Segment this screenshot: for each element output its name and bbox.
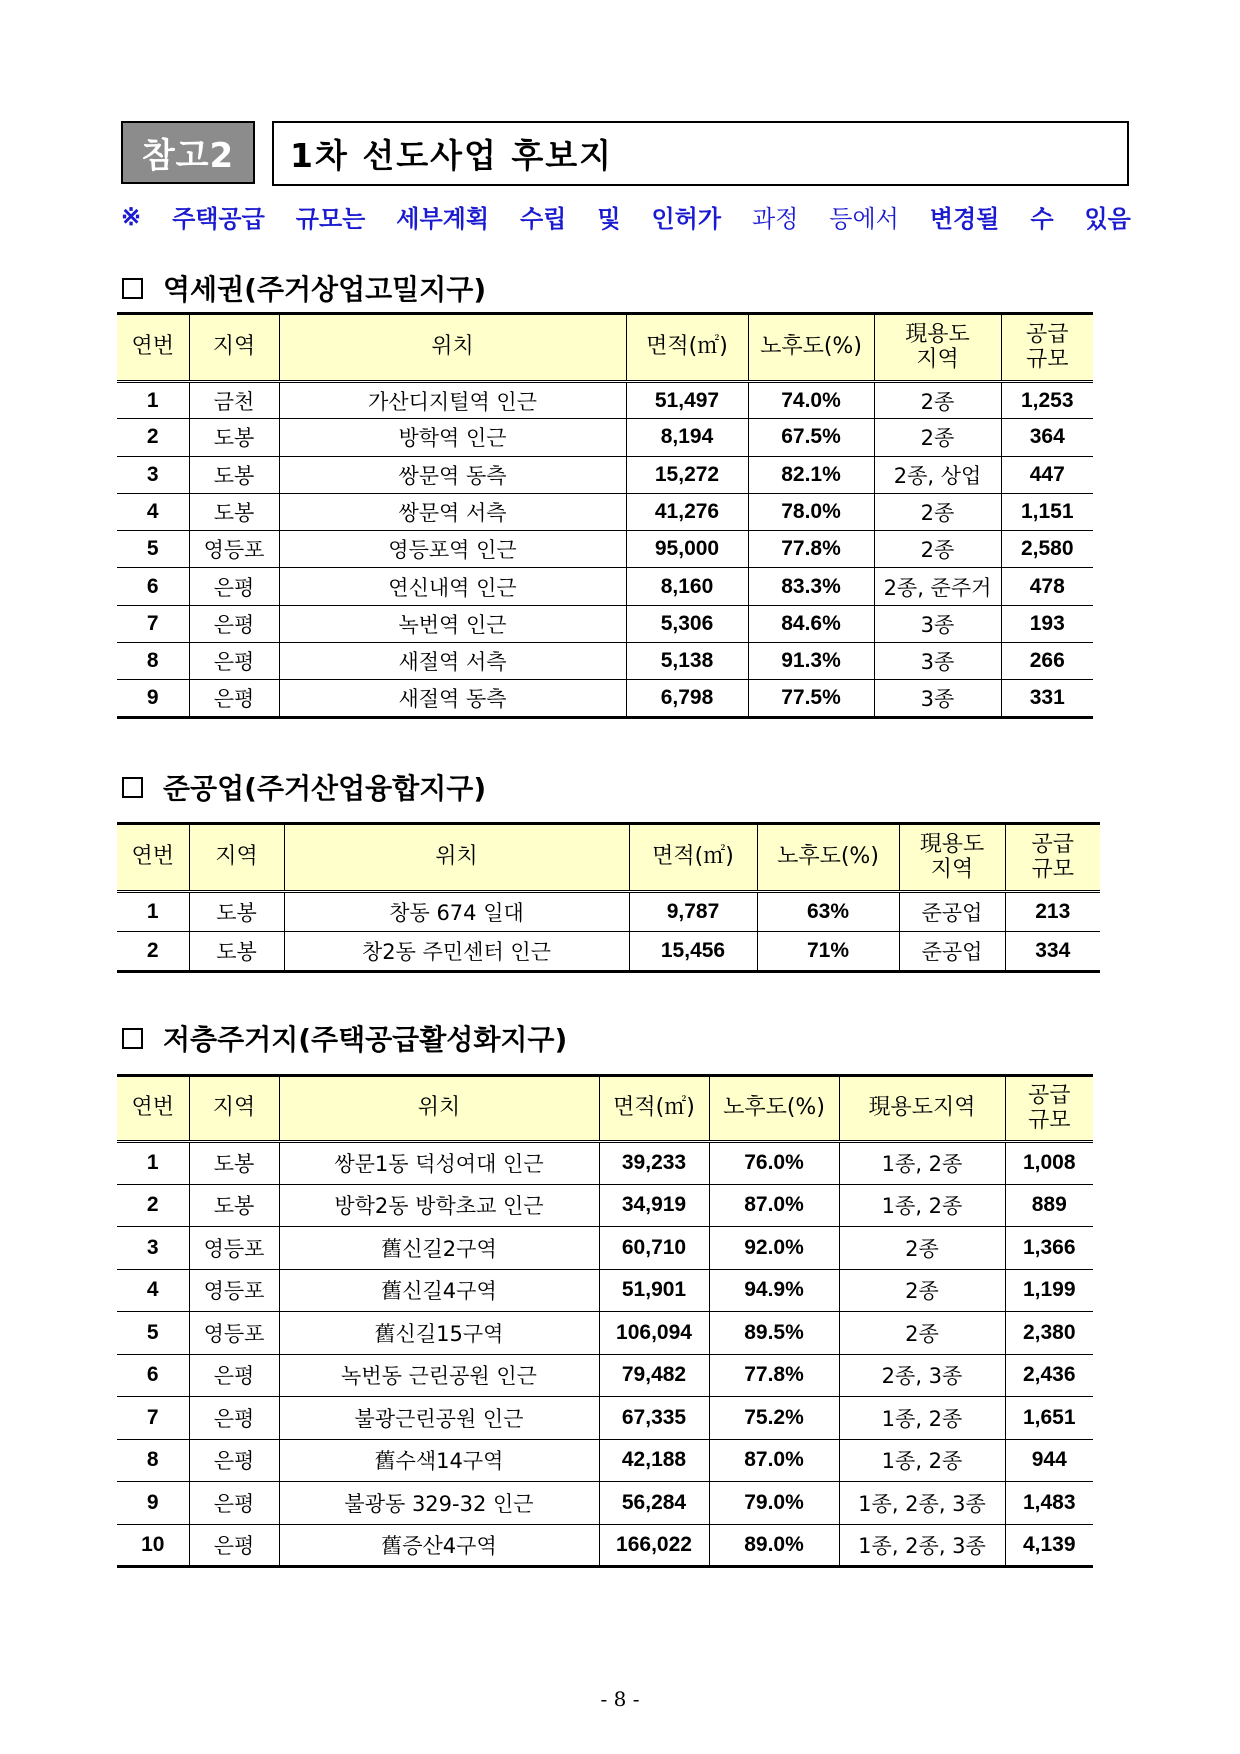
table-cell: 도봉 <box>189 892 284 932</box>
table-cell: 은평 <box>189 680 279 717</box>
section-title-text: 저층주거지(주택공급활성화지구) <box>163 1023 568 1056</box>
table-row <box>117 1227 1093 1270</box>
table-cell: 42,188 <box>599 1439 709 1482</box>
table-cell: 4 <box>117 493 189 530</box>
table-cell: 331 <box>1001 680 1093 717</box>
column-header: 위치 <box>279 1076 599 1142</box>
table-cell: 1종, 2종 <box>839 1397 1005 1440</box>
table-cell: 舊신길4구역 <box>279 1269 599 1312</box>
table-cell: 1종, 2종, 3종 <box>839 1482 1005 1525</box>
table-cell: 2종, 상업 <box>874 456 1001 493</box>
table-cell: 3 <box>117 1227 189 1270</box>
table-row <box>117 531 1093 568</box>
table-cell: 83.3% <box>748 568 874 605</box>
table-cell: 舊수색14구역 <box>279 1439 599 1482</box>
table-cell: 쌍문1동 덕성여대 인근 <box>279 1142 599 1185</box>
table-cell: 2종 <box>874 382 1001 419</box>
table-cell: 7 <box>117 605 189 642</box>
table-cell: 금천 <box>189 382 279 419</box>
column-header: 연번 <box>117 824 189 892</box>
table-cell: 창동 674 일대 <box>284 892 629 932</box>
table-cell: 창2동 주민센터 인근 <box>284 932 629 972</box>
notice-text <box>121 196 1131 236</box>
table-cell: 944 <box>1005 1439 1093 1482</box>
table-cell: 2종 <box>874 493 1001 530</box>
table-row <box>117 643 1093 680</box>
table-cell: 3종 <box>874 605 1001 642</box>
column-header: 공급 규모 <box>1005 824 1100 892</box>
notice-word: 주택공급 <box>172 203 265 233</box>
table-cell: 舊신길15구역 <box>279 1312 599 1355</box>
notice-word: 규모는 <box>295 203 366 233</box>
notice-word: ※ <box>121 201 142 231</box>
section-title-station-area <box>122 268 486 308</box>
column-header: 노후도(%) <box>748 314 874 382</box>
table-cell: 77.8% <box>748 531 874 568</box>
table-cell: 34,919 <box>599 1184 709 1227</box>
table-cell: 889 <box>1005 1184 1093 1227</box>
table-cell: 447 <box>1001 456 1093 493</box>
table-cell: 478 <box>1001 568 1093 605</box>
table-row <box>117 1184 1093 1227</box>
table-cell: 76.0% <box>709 1142 839 1185</box>
table-cell: 106,094 <box>599 1312 709 1355</box>
table-cell: 1,253 <box>1001 382 1093 419</box>
table-cell: 75.2% <box>709 1397 839 1440</box>
table-row <box>117 605 1093 642</box>
table-cell: 1종, 2종 <box>839 1184 1005 1227</box>
table-cell: 77.8% <box>709 1354 839 1397</box>
table-cell: 95,000 <box>626 531 748 568</box>
table-cell: 5 <box>117 1312 189 1355</box>
table-row <box>117 1439 1093 1482</box>
table-header-row <box>117 824 1100 892</box>
table-cell: 녹번동 근린공원 인근 <box>279 1354 599 1397</box>
table-cell: 은평 <box>189 1354 279 1397</box>
table-cell: 8 <box>117 643 189 680</box>
table-cell: 1종, 2종 <box>839 1142 1005 1185</box>
table-cell: 2,436 <box>1005 1354 1093 1397</box>
table-cell: 1,366 <box>1005 1227 1093 1270</box>
table-cell: 7 <box>117 1397 189 1440</box>
table-cell: 방학2동 방학초교 인근 <box>279 1184 599 1227</box>
table-cell: 도봉 <box>189 1142 279 1185</box>
column-header: 現용도 지역 <box>899 824 1005 892</box>
table-cell: 78.0% <box>748 493 874 530</box>
column-header: 공급 규모 <box>1005 1076 1093 1142</box>
table-header-row <box>117 314 1093 382</box>
column-header: 면적(㎡) <box>599 1076 709 1142</box>
column-header: 現용도지역 <box>839 1076 1005 1142</box>
table-row <box>117 1482 1093 1525</box>
table-cell: 87.0% <box>709 1184 839 1227</box>
column-header: 지역 <box>189 824 284 892</box>
table-cell: 92.0% <box>709 1227 839 1270</box>
table-row <box>117 493 1093 530</box>
section-title-low-rise <box>122 1018 567 1058</box>
table-cell: 6 <box>117 1354 189 1397</box>
column-header: 공급 규모 <box>1001 314 1093 382</box>
notice-word: 변경될 <box>929 203 1000 233</box>
table-cell: 5 <box>117 531 189 568</box>
table-cell: 2종 <box>839 1269 1005 1312</box>
table-cell: 79.0% <box>709 1482 839 1525</box>
table-cell: 94.9% <box>709 1269 839 1312</box>
table-cell: 9 <box>117 680 189 717</box>
notice-word: 수립 <box>519 203 567 233</box>
station-area-table <box>117 312 1093 719</box>
table-cell: 1 <box>117 892 189 932</box>
table-cell: 2종 <box>874 531 1001 568</box>
table-cell: 2종, 준주거 <box>874 568 1001 605</box>
table-cell: 새절역 동측 <box>279 680 626 717</box>
column-header: 노후도(%) <box>757 824 899 892</box>
table-cell: 2종 <box>874 419 1001 456</box>
table-cell: 8,194 <box>626 419 748 456</box>
table-cell: 10 <box>117 1524 189 1567</box>
table-cell: 82.1% <box>748 456 874 493</box>
notice-word: 인허가 <box>651 203 722 233</box>
table-cell: 2종 <box>839 1227 1005 1270</box>
table-cell: 2종 <box>839 1312 1005 1355</box>
checkbox-square-icon <box>122 777 143 798</box>
table-cell: 67,335 <box>599 1397 709 1440</box>
column-header: 연번 <box>117 1076 189 1142</box>
column-header: 지역 <box>189 314 279 382</box>
table-cell: 89.5% <box>709 1312 839 1355</box>
table-cell: 1,651 <box>1005 1397 1093 1440</box>
table-cell: 1,151 <box>1001 493 1093 530</box>
table-cell: 67.5% <box>748 419 874 456</box>
notice-word: 및 <box>597 203 621 233</box>
section-title-text: 역세권(주거상업고밀지구) <box>163 273 487 306</box>
column-header: 면적(㎡) <box>626 314 748 382</box>
table-cell: 2종, 3종 <box>839 1354 1005 1397</box>
table-row <box>117 892 1100 932</box>
table-cell: 쌍문역 동측 <box>279 456 626 493</box>
table-cell: 방학역 인근 <box>279 419 626 456</box>
table-cell: 도봉 <box>189 493 279 530</box>
table-cell: 4 <box>117 1269 189 1312</box>
table-cell: 1 <box>117 382 189 419</box>
column-header: 면적(㎡) <box>629 824 757 892</box>
table-cell: 4,139 <box>1005 1524 1093 1567</box>
column-header: 現용도 지역 <box>874 314 1001 382</box>
table-cell: 74.0% <box>748 382 874 419</box>
column-header: 위치 <box>279 314 626 382</box>
table-cell: 63% <box>757 892 899 932</box>
table-cell: 84.6% <box>748 605 874 642</box>
table-row <box>117 419 1093 456</box>
table-row <box>117 1269 1093 1312</box>
notice-word: 있음 <box>1084 203 1131 233</box>
table-cell: 도봉 <box>189 419 279 456</box>
table-cell: 8 <box>117 1439 189 1482</box>
table-cell: 녹번역 인근 <box>279 605 626 642</box>
notice-word: 세부계획 <box>396 203 490 233</box>
table-cell: 1,483 <box>1005 1482 1093 1525</box>
table-cell: 은평 <box>189 1482 279 1525</box>
column-header: 연번 <box>117 314 189 382</box>
table-cell: 9,787 <box>629 892 757 932</box>
page-number: - 8 - <box>600 1687 640 1711</box>
table-row <box>117 1524 1093 1567</box>
page-title: 1차 선도사업 후보지 <box>272 121 1129 186</box>
column-header: 지역 <box>189 1076 279 1142</box>
table-cell: 51,497 <box>626 382 748 419</box>
section-title-semi-industrial <box>122 767 486 807</box>
table-cell: 9 <box>117 1482 189 1525</box>
table-row <box>117 1397 1093 1440</box>
table-cell: 영등포 <box>189 1312 279 1355</box>
table-cell: 舊신길2구역 <box>279 1227 599 1270</box>
table-cell: 1종, 2종 <box>839 1439 1005 1482</box>
table-cell: 불광근린공원 인근 <box>279 1397 599 1440</box>
table-cell: 도봉 <box>189 456 279 493</box>
checkbox-square-icon <box>122 1028 143 1049</box>
notice-word: 과정 <box>751 204 799 233</box>
table-cell: 1,199 <box>1005 1269 1093 1312</box>
column-header: 노후도(%) <box>709 1076 839 1142</box>
table-cell: 266 <box>1001 643 1093 680</box>
column-header: 위치 <box>284 824 629 892</box>
table-cell: 은평 <box>189 1397 279 1440</box>
table-row <box>117 1312 1093 1355</box>
table-row <box>117 680 1093 717</box>
table-cell: 3종 <box>874 680 1001 717</box>
table-cell: 41,276 <box>626 493 748 530</box>
table-cell: 2,580 <box>1001 531 1093 568</box>
notice-word: 수 <box>1030 203 1054 233</box>
table-cell: 77.5% <box>748 680 874 717</box>
table-cell: 영등포 <box>189 1269 279 1312</box>
table-cell: 2 <box>117 1184 189 1227</box>
table-cell: 2 <box>117 932 189 972</box>
table-cell: 2 <box>117 419 189 456</box>
table-row <box>117 1142 1093 1185</box>
table-cell: 71% <box>757 932 899 972</box>
table-cell: 56,284 <box>599 1482 709 1525</box>
table-cell: 364 <box>1001 419 1093 456</box>
table-cell: 193 <box>1001 605 1093 642</box>
table-cell: 79,482 <box>599 1354 709 1397</box>
table-cell: 불광동 329-32 인근 <box>279 1482 599 1525</box>
table-row <box>117 932 1100 972</box>
table-cell: 5,306 <box>626 605 748 642</box>
table-cell: 도봉 <box>189 1184 279 1227</box>
section-title-text: 준공업(주거산업융합지구) <box>163 772 487 805</box>
table-cell: 도봉 <box>189 932 284 972</box>
table-row <box>117 456 1093 493</box>
semi-industrial-table <box>117 822 1100 973</box>
table-cell: 51,901 <box>599 1269 709 1312</box>
table-cell: 15,456 <box>629 932 757 972</box>
table-cell: 은평 <box>189 1524 279 1567</box>
notice-word: 등에서 <box>829 204 899 233</box>
table-cell: 舊증산4구역 <box>279 1524 599 1567</box>
table-row <box>117 382 1093 419</box>
table-cell: 6 <box>117 568 189 605</box>
table-cell: 1종, 2종, 3종 <box>839 1524 1005 1567</box>
table-row <box>117 1354 1093 1397</box>
table-cell: 39,233 <box>599 1142 709 1185</box>
table-cell: 15,272 <box>626 456 748 493</box>
table-cell: 3 <box>117 456 189 493</box>
table-cell: 87.0% <box>709 1439 839 1482</box>
table-cell: 영등포역 인근 <box>279 531 626 568</box>
reference-label: 참고2 <box>121 121 255 184</box>
table-cell: 영등포 <box>189 531 279 568</box>
table-cell: 334 <box>1005 932 1100 972</box>
table-cell: 은평 <box>189 605 279 642</box>
table-cell: 3종 <box>874 643 1001 680</box>
table-cell: 5,138 <box>626 643 748 680</box>
low-rise-table <box>117 1074 1093 1568</box>
table-cell: 91.3% <box>748 643 874 680</box>
table-header-row <box>117 1076 1093 1142</box>
table-cell: 쌍문역 서측 <box>279 493 626 530</box>
table-cell: 89.0% <box>709 1524 839 1567</box>
table-cell: 연신내역 인근 <box>279 568 626 605</box>
table-cell: 8,160 <box>626 568 748 605</box>
table-cell: 6,798 <box>626 680 748 717</box>
table-cell: 은평 <box>189 568 279 605</box>
table-row <box>117 568 1093 605</box>
table-cell: 1,008 <box>1005 1142 1093 1185</box>
table-cell: 은평 <box>189 1439 279 1482</box>
table-cell: 준공업 <box>899 932 1005 972</box>
table-cell: 영등포 <box>189 1227 279 1270</box>
table-cell: 1 <box>117 1142 189 1185</box>
table-cell: 166,022 <box>599 1524 709 1567</box>
checkbox-square-icon <box>122 278 143 299</box>
table-cell: 2,380 <box>1005 1312 1093 1355</box>
table-cell: 213 <box>1005 892 1100 932</box>
table-cell: 새절역 서측 <box>279 643 626 680</box>
table-cell: 60,710 <box>599 1227 709 1270</box>
table-cell: 은평 <box>189 643 279 680</box>
table-cell: 가산디지털역 인근 <box>279 382 626 419</box>
table-cell: 준공업 <box>899 892 1005 932</box>
